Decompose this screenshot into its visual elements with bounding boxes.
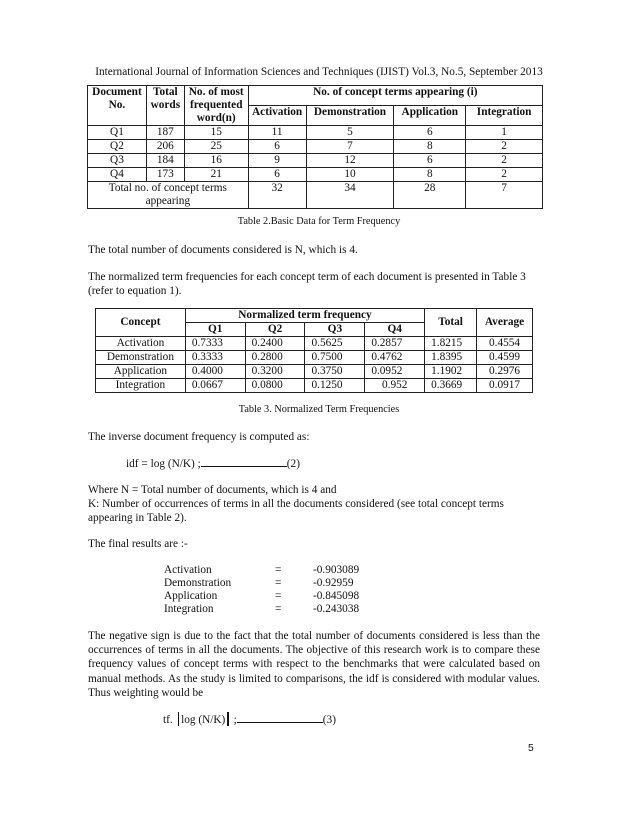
- cell-freq: 21: [184, 168, 248, 182]
- cell-concept: Demonstration: [96, 351, 186, 365]
- cell-activation: 9: [248, 154, 306, 168]
- cell-doc: Q2: [88, 140, 147, 154]
- table-basic-data: [87, 85, 543, 209]
- equation-3-number: (3): [322, 714, 336, 726]
- result-equals: =: [275, 577, 282, 589]
- cell-average: 0.4554: [477, 337, 533, 351]
- cell-q3: 0.3750: [305, 365, 365, 379]
- cell-q2: 0.2800: [245, 351, 305, 365]
- th-most-frequented: No. of most frequented word(n): [184, 86, 248, 126]
- cell-demonstration: 10: [306, 168, 394, 182]
- result-term: Application: [164, 590, 218, 602]
- cell-q4: 0.4762: [365, 351, 425, 365]
- cell-q1: 0.7333: [185, 337, 245, 351]
- th-average: Average: [477, 309, 533, 337]
- th-q2: Q2: [245, 323, 305, 337]
- table-row: [96, 337, 533, 351]
- paragraph-negative-sign: The negative sign is due to the fact that the total number of documents considered is less than the occurrences of terms in all the documents. The objective of this research work is to compare these frequency values of concept terms with respect to the benchmarks that were calculated based on manual methods. As the study is limited to comparisons, the idf is considered with modular values. Thus weighting would be: [88, 630, 540, 699]
- cell-application: 6: [394, 126, 466, 140]
- equation-blank: [237, 712, 323, 723]
- equation-3: [163, 712, 336, 726]
- cell-freq: 16: [184, 154, 248, 168]
- cell-total-integration: 7: [466, 182, 543, 209]
- cell-doc: Q4: [88, 168, 147, 182]
- th-total-words: Total words: [146, 86, 184, 126]
- paragraph-where-n: Where N = Total number of documents, which is 4 and: [88, 484, 337, 496]
- cell-integration: 2: [466, 140, 543, 154]
- table3-caption: Table 3. Normalized Term Frequencies: [238, 404, 400, 415]
- th-concept-terms: No. of concept terms appearing (i): [248, 86, 542, 106]
- table-normalized-term-frequency: [95, 308, 533, 393]
- cell-q4: 0.2857: [365, 337, 425, 351]
- abs-bar-left: [178, 712, 180, 726]
- cell-application: 8: [394, 168, 466, 182]
- result-equals: =: [275, 564, 282, 576]
- page-number: 5: [528, 743, 534, 754]
- th-integration: Integration: [466, 106, 543, 126]
- cell-q3: 0.5625: [305, 337, 365, 351]
- cell-concept: Integration: [96, 379, 186, 393]
- th-total: Total: [425, 309, 477, 337]
- th-application: Application: [394, 106, 466, 126]
- table-row: [96, 379, 533, 393]
- result-value: -0.243038: [313, 603, 360, 615]
- cell-total-label: Total no. of concept terms appearing: [88, 182, 249, 209]
- cell-activation: 6: [248, 140, 306, 154]
- equation-2-number: (2): [286, 458, 300, 470]
- cell-freq: 25: [184, 140, 248, 154]
- table-row: [88, 126, 543, 140]
- cell-q4: 0.0952: [365, 365, 425, 379]
- th-activation: Activation: [248, 106, 306, 126]
- th-q4: Q4: [365, 323, 425, 337]
- cell-words: 206: [146, 140, 184, 154]
- cell-integration: 2: [466, 168, 543, 182]
- paragraph-final-results: The final results are :-: [88, 538, 188, 550]
- equation-2-lhs: idf = log (N/K) ;: [126, 458, 201, 470]
- equation-3-pre: tf.: [163, 714, 173, 726]
- cell-total-activation: 32: [248, 182, 306, 209]
- cell-total: 0.3669: [425, 379, 477, 393]
- cell-demonstration: 7: [306, 140, 394, 154]
- cell-doc: Q3: [88, 154, 147, 168]
- result-term: Integration: [164, 603, 214, 615]
- paragraph-documents: The total number of documents considered is N, which is 4.: [88, 244, 358, 256]
- cell-words: 187: [146, 126, 184, 140]
- result-equals: =: [275, 590, 282, 602]
- table-row: [88, 140, 543, 154]
- cell-application: 6: [394, 154, 466, 168]
- cell-total-demonstration: 34: [306, 182, 394, 209]
- paragraph-where-k: K: Number of occurrences of terms in all the documents considered (see total concept terms appearing in Table 2).: [88, 498, 504, 525]
- table-row: [96, 351, 533, 365]
- cell-total: 1.8395: [425, 351, 477, 365]
- cell-average: 0.4599: [477, 351, 533, 365]
- cell-concept: Application: [96, 365, 186, 379]
- cell-q1: 0.3333: [185, 351, 245, 365]
- cell-total: 1.8215: [425, 337, 477, 351]
- th-demonstration: Demonstration: [306, 106, 394, 126]
- cell-q3: 0.7500: [305, 351, 365, 365]
- cell-words: 173: [146, 168, 184, 182]
- cell-total: 1.1902: [425, 365, 477, 379]
- paragraph-idf-intro: The inverse document frequency is computed as:: [88, 431, 310, 443]
- cell-q2: 0.3200: [245, 365, 305, 379]
- paragraph-normalized: The normalized term frequencies for each concept term of each document is presented in Table 3 (refer to equation 1).: [88, 271, 526, 298]
- table2-caption: Table 2.Basic Data for Term Frequency: [237, 216, 401, 227]
- table-row: [88, 168, 543, 182]
- result-term: Activation: [164, 564, 212, 576]
- table-row: [88, 154, 543, 168]
- cell-q3: 0.1250: [305, 379, 365, 393]
- cell-q4: 0.952: [365, 379, 425, 393]
- journal-header: International Journal of Information Sciences and Techniques (IJIST) Vol.3, No.5, September 2013: [95, 66, 543, 78]
- table-row-totals: [88, 182, 543, 209]
- equation-3-post: ;: [233, 714, 237, 726]
- result-term: Demonstration: [164, 577, 232, 589]
- result-value: -0.903089: [313, 564, 360, 576]
- cell-demonstration: 12: [306, 154, 394, 168]
- cell-words: 184: [146, 154, 184, 168]
- cell-integration: 1: [466, 126, 543, 140]
- equation-3-mid: log (N/K): [181, 714, 226, 726]
- cell-total-application: 28: [394, 182, 466, 209]
- th-q1: Q1: [185, 323, 245, 337]
- cell-q2: 0.0800: [245, 379, 305, 393]
- equation-blank: [201, 456, 287, 467]
- cell-demonstration: 5: [306, 126, 394, 140]
- th-document-no: Document No.: [88, 86, 147, 126]
- cell-q1: 0.4000: [185, 365, 245, 379]
- cell-freq: 15: [184, 126, 248, 140]
- cell-activation: 6: [248, 168, 306, 182]
- th-q3: Q3: [305, 323, 365, 337]
- th-ntf: Normalized term frequency: [185, 309, 424, 323]
- cell-q2: 0.2400: [245, 337, 305, 351]
- th-concept: Concept: [96, 309, 186, 337]
- result-value: -0.92959: [313, 577, 354, 589]
- cell-doc: Q1: [88, 126, 147, 140]
- abs-bar-right: [227, 712, 229, 726]
- result-equals: =: [275, 603, 282, 615]
- table-row: [96, 365, 533, 379]
- result-value: -0.845098: [313, 590, 360, 602]
- cell-average: 0.2976: [477, 365, 533, 379]
- equation-2: [126, 456, 300, 470]
- cell-average: 0.0917: [477, 379, 533, 393]
- cell-integration: 2: [466, 154, 543, 168]
- cell-activation: 11: [248, 126, 306, 140]
- cell-application: 8: [394, 140, 466, 154]
- cell-concept: Activation: [96, 337, 186, 351]
- cell-q1: 0.0667: [185, 379, 245, 393]
